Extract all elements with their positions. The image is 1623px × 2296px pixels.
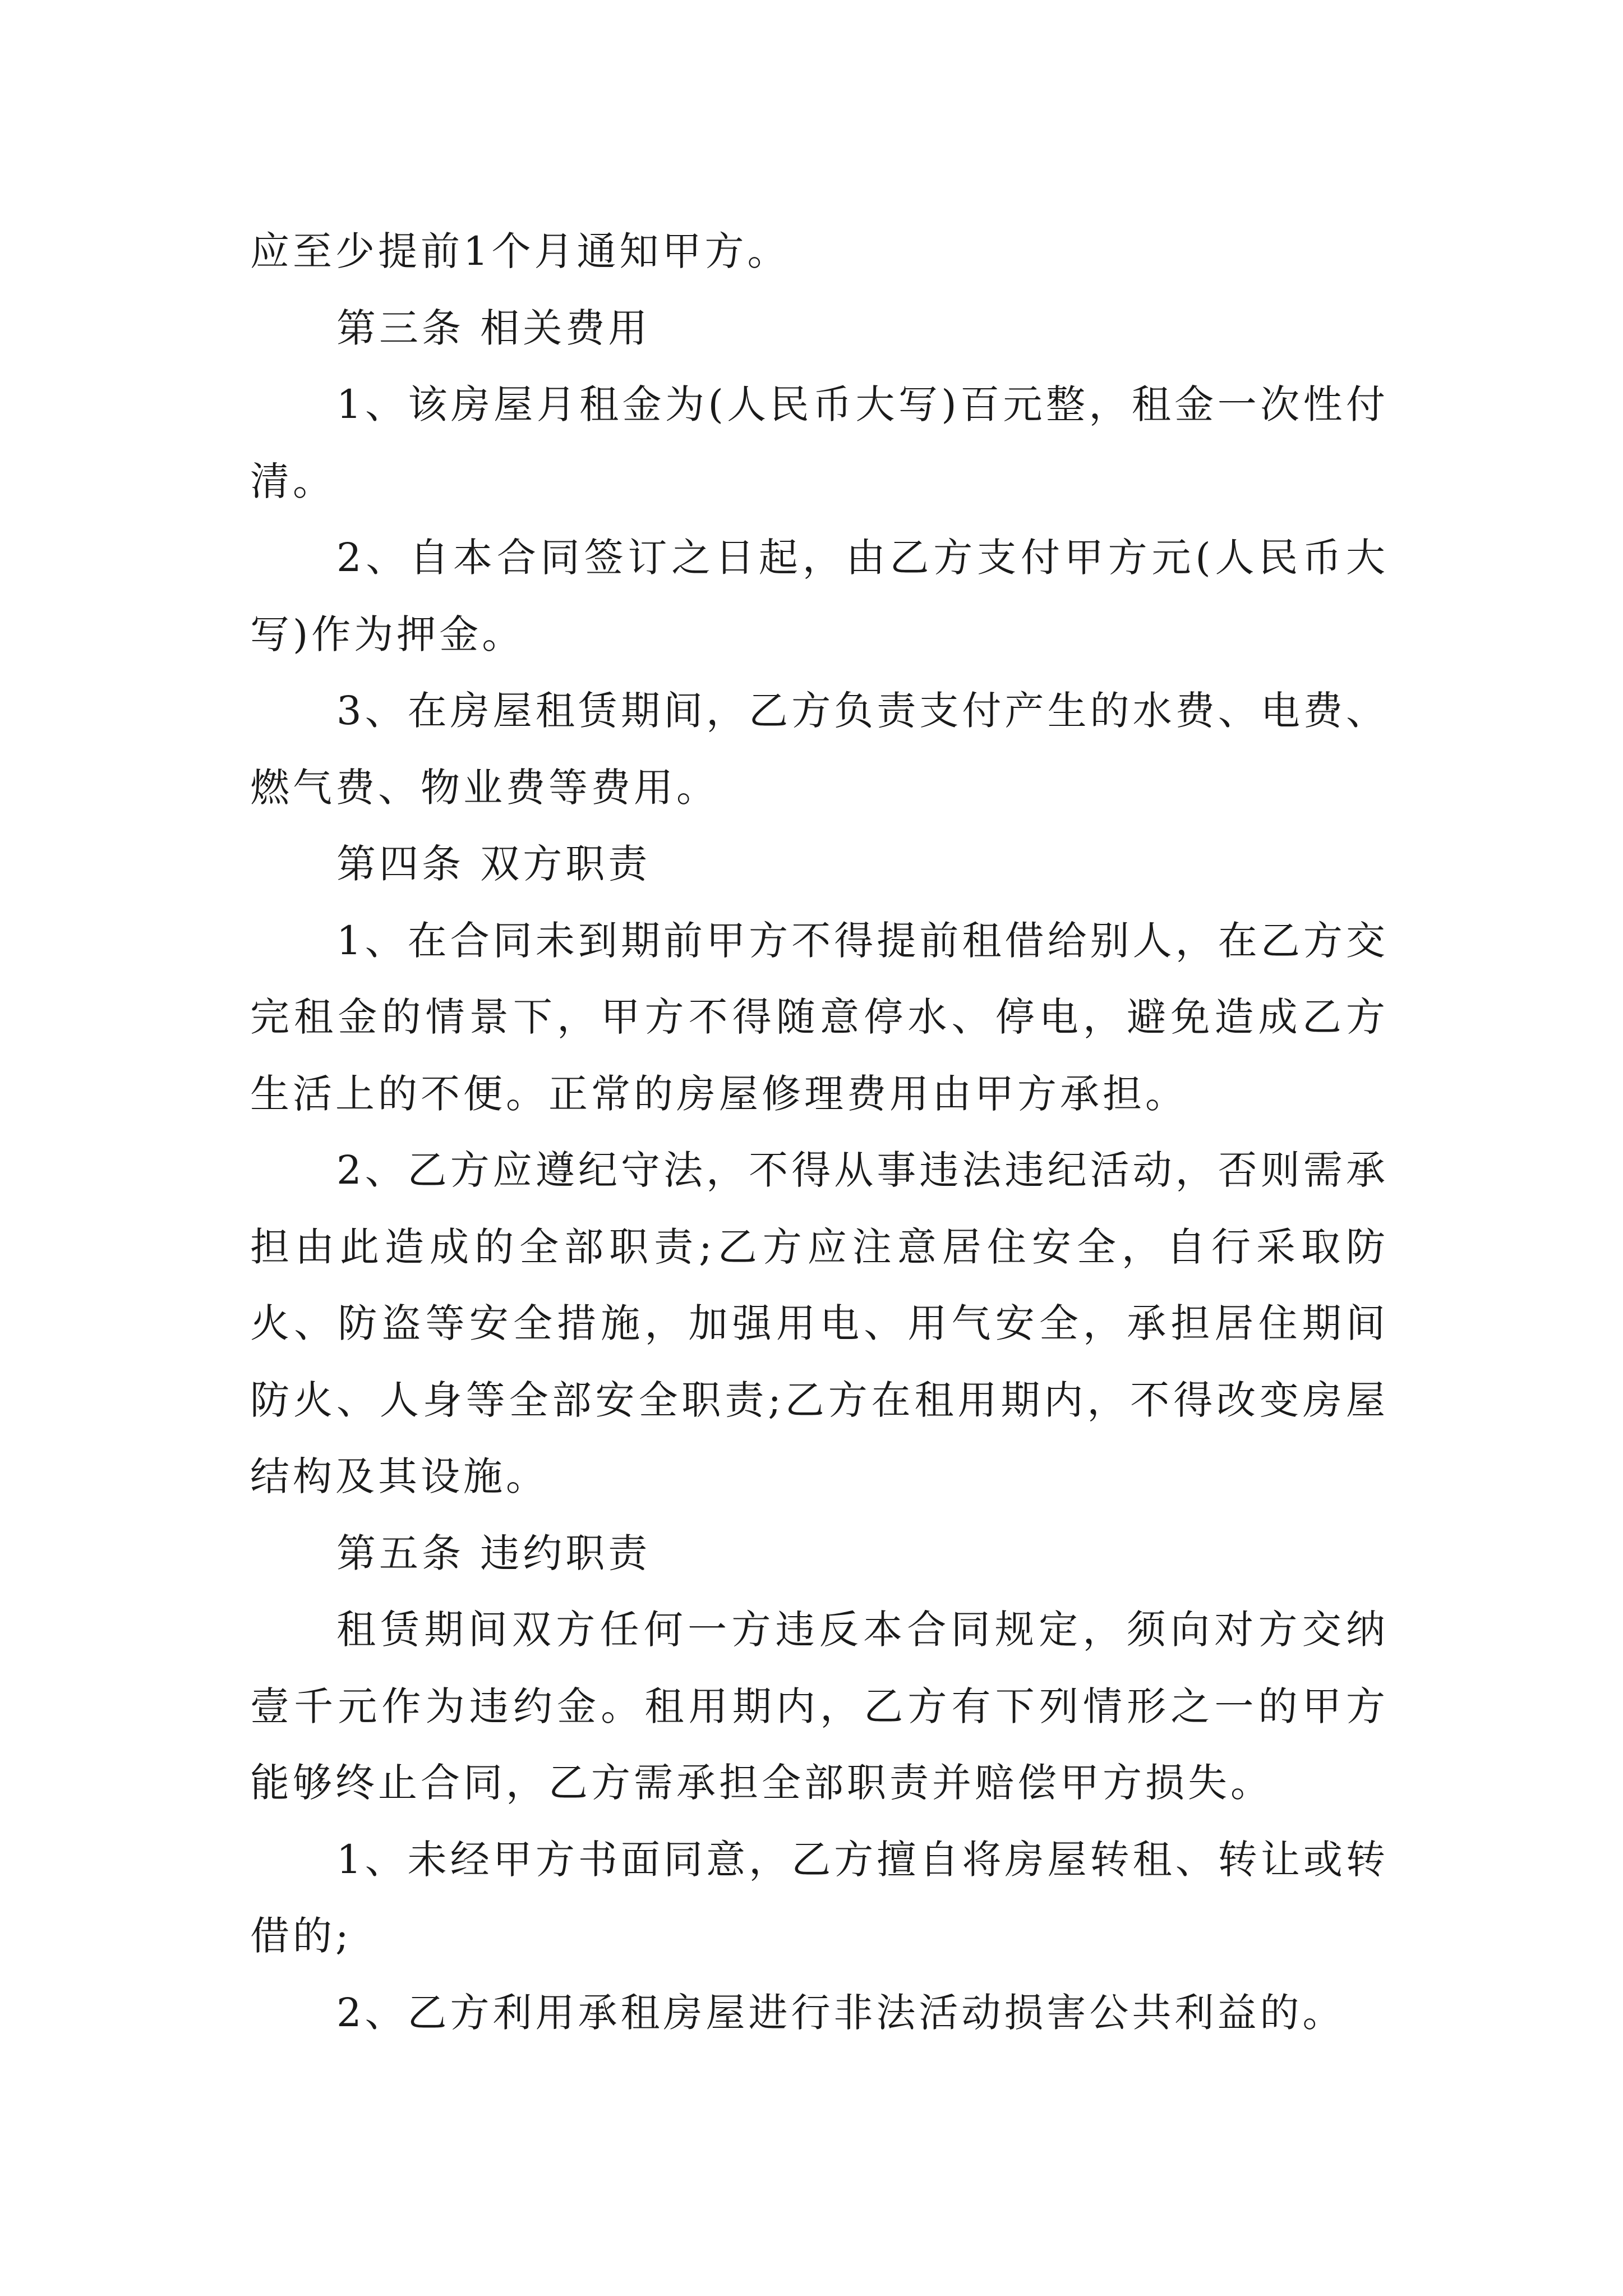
heading-article-4: 第四条 双方职责 xyxy=(336,841,651,887)
paragraph-5-breach: 租赁期间双方任何一方违反本合同规定，须向对方交纳壹千元作为违约金。租用期内，乙方有下列情形之一的甲方能够终止合同，乙方需承担全部职责并赔偿甲方损失。 xyxy=(250,1607,1389,1806)
paragraph-5-1-sublet: 1、未经甲方书面同意，乙方擅自将房屋转租、转让或转借的; xyxy=(250,1836,1389,1959)
paragraph-3-1-rent: 1、该房屋月租金为(人民币大写)百元整，租金一次性付清。 xyxy=(250,381,1389,504)
heading-article-5: 第五条 违约职责 xyxy=(336,1530,651,1576)
paragraph-3-2-deposit: 2、自本合同签订之日起，由乙方支付甲方元(人民币大写)作为押金。 xyxy=(250,535,1389,657)
paragraph-4-1-landlord-duties: 1、在合同未到期前甲方不得提前租借给别人，在乙方交完租金的情景下，甲方不得随意停水、停电，避免造成乙方生活上的不便。正常的房屋修理费用由甲方承担。 xyxy=(250,917,1389,1117)
paragraph-3-3-utilities: 3、在房屋租赁期间，乙方负责支付产生的水费、电费、燃气费、物业费等费用。 xyxy=(250,688,1389,811)
paragraph-5-2-illegal-use: 2、乙方利用承租房屋进行非法活动损害公共利益的。 xyxy=(336,1989,1345,2036)
paragraph-4-2-tenant-duties: 2、乙方应遵纪守法，不得从事违法违纪活动，否则需承担由此造成的全部职责;乙方应注意居住安全，自行采取防火、防盗等安全措施，加强用电、用气安全，承担居住期间防火、人身等全部安全职责;乙方在租用期内，不得改变房屋结构及其设施。 xyxy=(250,1147,1389,1499)
heading-article-3: 第三条 相关费用 xyxy=(336,305,651,351)
paragraph-notice-continuation: 应至少提前1个月通知甲方。 xyxy=(250,228,790,274)
document-body xyxy=(250,213,1389,2051)
